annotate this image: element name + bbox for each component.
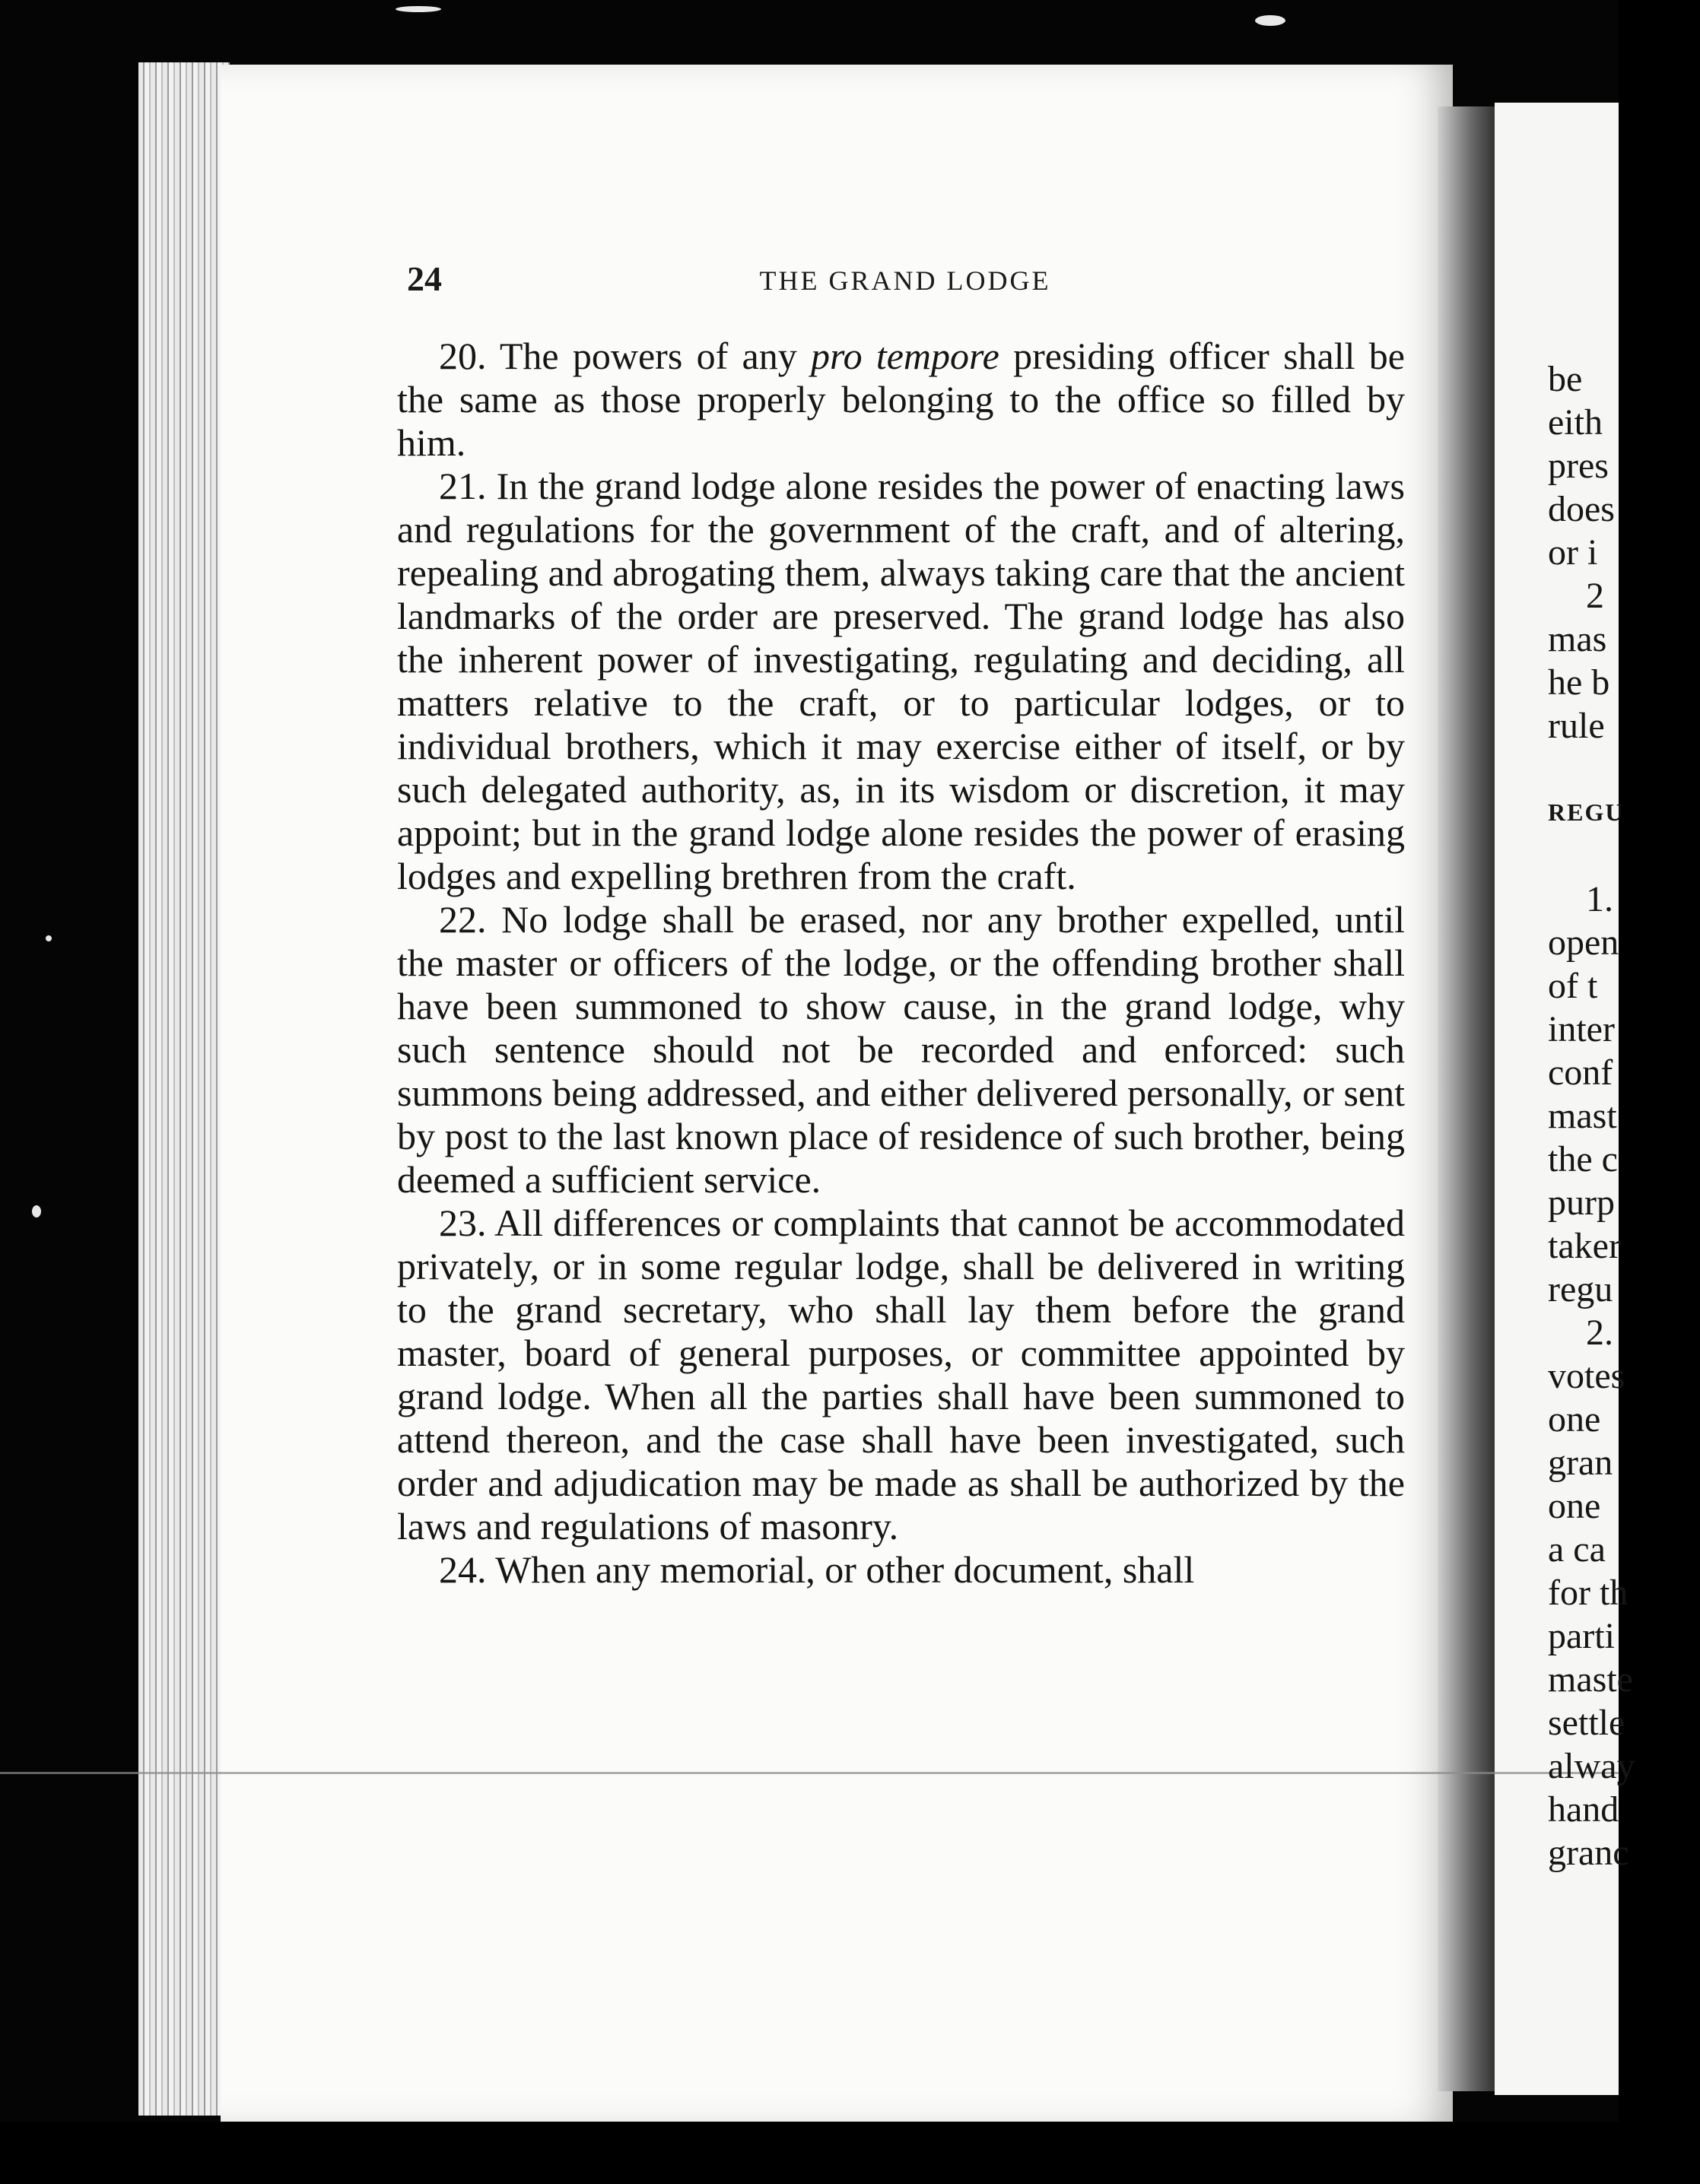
right-line: open <box>1548 922 1619 963</box>
paragraph-number: 23. <box>439 1202 487 1244</box>
right-line <box>1548 748 1700 791</box>
right-line: pres <box>1548 446 1609 486</box>
right-line: or i <box>1548 532 1598 573</box>
body-text <box>397 335 1405 1592</box>
right-line: 2. <box>1586 1313 1613 1353</box>
right-line: inter <box>1548 1009 1615 1049</box>
running-title: THE GRAND LODGE <box>759 265 1051 296</box>
paragraph-21 <box>397 465 1405 898</box>
paragraph-20 <box>397 335 1405 465</box>
right-line: mast <box>1548 1096 1617 1136</box>
right-line: mas <box>1548 619 1607 659</box>
paragraph-number: 21. <box>439 465 487 507</box>
scan-speck <box>46 935 52 941</box>
right-line: hand <box>1548 1789 1619 1830</box>
right-line: 2 <box>1586 576 1604 616</box>
paragraph-text: When any memorial, or other document, shall <box>486 1548 1195 1591</box>
scan-artifact-line <box>0 1772 1619 1774</box>
page-number: 24 <box>407 259 442 298</box>
right-line: be <box>1548 359 1583 399</box>
book-gutter <box>1438 106 1498 2091</box>
right-line: taker <box>1548 1226 1621 1266</box>
right-line: the c <box>1548 1139 1618 1179</box>
paragraph-23 <box>397 1202 1405 1548</box>
paragraph-text: The powers of any <box>486 335 811 377</box>
right-line: alway <box>1548 1746 1635 1786</box>
right-line: conf <box>1548 1052 1613 1093</box>
paragraph-22 <box>397 898 1405 1202</box>
paragraph-text: In the grand lodge alone resides the power of enacting laws and regulations for the government of the craft, and of altering, repealing and abrogating them, always taking care that the ancient landmarks of the order are preserved. The grand lodge has also the inherent power of investigating, regulating and deciding, all matters relative to the craft, or to particular lodges, or to individual brothers, which it may exercise either of itself, or by such delegated authority, as, in its wisdom or discretion, it may appoint; but in the grand lodge alone resides the power of erasing lodges and expelling brethren from the craft. <box>397 465 1405 897</box>
paragraph-text: presiding officer shall be the same as those properly belonging to the office so filled by him. <box>397 335 1405 464</box>
right-line: votes <box>1548 1356 1625 1396</box>
right-line: a ca <box>1548 1529 1606 1570</box>
right-line: rule <box>1548 706 1605 746</box>
scan-speck <box>32 1205 41 1217</box>
page-edges <box>138 62 230 2116</box>
right-section-heading: REGU <box>1548 798 1625 826</box>
running-head <box>407 259 1403 304</box>
right-line: he b <box>1548 662 1610 703</box>
paragraph-number: 20. <box>439 335 487 377</box>
right-line: regu <box>1548 1269 1613 1309</box>
right-line: gran <box>1548 1443 1613 1483</box>
right-line: eith <box>1548 402 1603 443</box>
right-line: purp <box>1548 1182 1615 1223</box>
scan-border <box>0 2122 1619 2184</box>
paragraph-text: All differences or complaints that cannot be accommodated privately, or in some regular lodge, shall be delivered in writing to the grand secretary, who shall lay them before the grand master, board of general purposes, or committee appointed by grand lodge. When all the parties shall have been summoned to attend thereon, and the case shall have been investigated, such order and adjudication may be made as shall be authorized by the laws and regulations of masonry. <box>397 1202 1405 1548</box>
right-line: does <box>1548 489 1615 529</box>
paragraph-number: 22. <box>439 898 487 941</box>
right-line: for th <box>1548 1573 1629 1613</box>
scan-speck <box>396 6 441 12</box>
paragraph-24 <box>397 1548 1405 1592</box>
right-line: of t <box>1548 966 1598 1006</box>
right-line <box>1548 834 1700 878</box>
right-line: settle <box>1548 1703 1625 1743</box>
scan-speck <box>1255 15 1285 26</box>
right-line: maste <box>1548 1659 1633 1700</box>
right-page-text <box>1548 357 1700 1874</box>
paragraph-text: No lodge shall be erased, nor any brother expelled, until the master or officers of the lodge, or the offending brother shall have been summoned to show cause, in the grand lodge, why such sentence should not be recorded and enforced: such summons being addressed, and either delivered personally, or sent by post to the last known place of residence of such brother, being deemed a sufficient service. <box>397 898 1405 1201</box>
right-line: one <box>1548 1486 1601 1526</box>
italic-phrase: pro tempore <box>810 335 999 377</box>
paragraph-number: 24. <box>439 1548 487 1591</box>
right-line: parti <box>1548 1616 1615 1656</box>
right-line: granc <box>1548 1833 1629 1873</box>
right-line: one <box>1548 1399 1601 1440</box>
right-line: 1. <box>1586 879 1613 919</box>
